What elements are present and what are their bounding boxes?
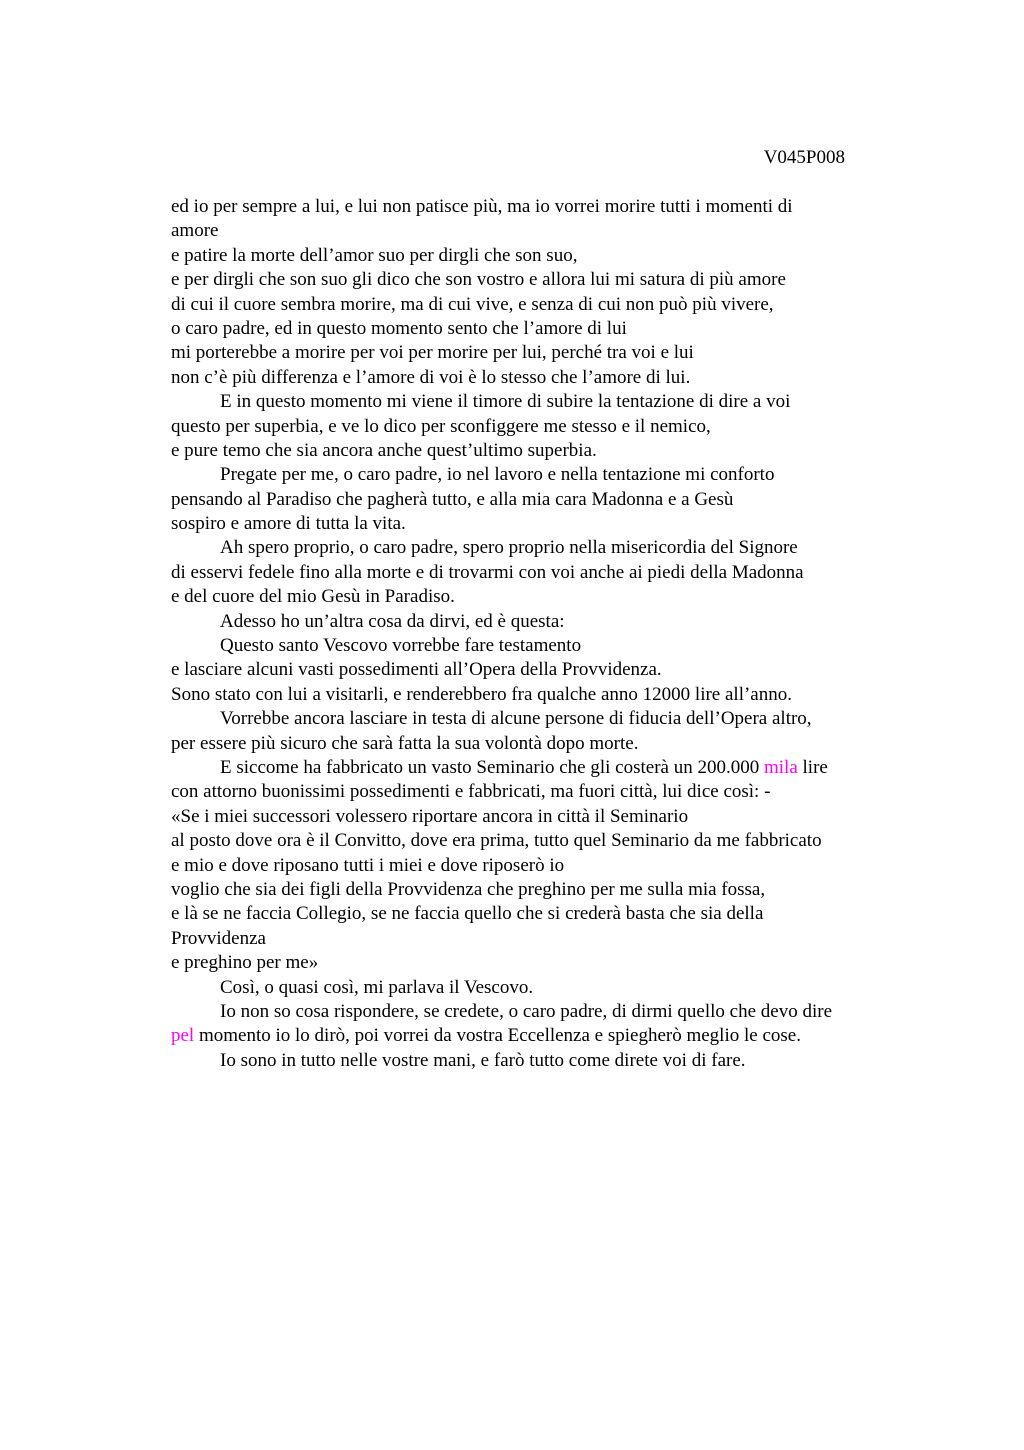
text-line: e preghino per me» xyxy=(171,952,319,974)
text-line: E in questo momento mi viene il timore di subire la tentazione di dire a voi xyxy=(220,391,791,413)
text-line: Pregate per me, o caro padre, io nel lavoro e nella tentazione mi conforto xyxy=(220,464,775,486)
text-line xyxy=(171,756,887,780)
text-line: di cui il cuore sembra morire, ma di cui vive, e senza di cui non può più vivere, xyxy=(171,293,774,315)
text-line: per essere più sicuro che sarà fatta la sua volontà dopo morte. xyxy=(171,732,639,754)
text-line: Ah spero proprio, o caro padre, spero proprio nella misericordia del Signore xyxy=(220,537,798,559)
text-line: questo per superbia, e ve lo dico per sconfiggere me stesso e il nemico, xyxy=(171,415,711,437)
text-line: pensando al Paradiso che pagherà tutto, e alla mia cara Madonna e a Gesù xyxy=(171,488,734,510)
page-id: V045P008 xyxy=(763,147,845,168)
text-line: al posto dove ora è il Convitto, dove era prima, tutto quel Seminario da me fabbricato xyxy=(171,830,822,852)
text-line: Così, o quasi così, mi parlava il Vescovo. xyxy=(220,976,534,998)
letter-body xyxy=(171,195,887,1073)
text-line: «Se i miei successori volessero riportare ancora in città il Seminario xyxy=(171,805,689,827)
text-line: e del cuore del mio Gesù in Paradiso. xyxy=(171,586,455,608)
text-line: Io non so cosa rispondere, se credete, o caro padre, di dirmi quello che devo dire xyxy=(220,1000,832,1022)
text-segment: momento io lo dirò, poi vorrei da vostra Eccellenza e spiegherò meglio le cose. xyxy=(194,1025,801,1047)
text-line: Io sono in tutto nelle vostre mani, e farò tutto come direte voi di fare. xyxy=(220,1049,746,1071)
text-line: e mio e dove riposano tutti i miei e dove riposerò io xyxy=(171,854,565,876)
highlighted-word: pel xyxy=(171,1025,195,1047)
text-line: Questo santo Vescovo vorrebbe fare testamento xyxy=(220,635,582,657)
text-line: sospiro e amore di tutta la vita. xyxy=(171,513,406,535)
text-line: Sono stato con lui a visitarli, e renderebbero fra qualche anno 12000 lire all’anno. xyxy=(171,683,792,705)
text-line: o caro padre, ed in questo momento sento che l’amore di lui xyxy=(171,317,627,339)
text-line: e là se ne faccia Collegio, se ne faccia quello che si crederà basta che sia della xyxy=(171,903,764,925)
text-line: con attorno buonissimi possedimenti e fabbricati, ma fuori città, lui dice così: - xyxy=(171,781,771,803)
text-line: e pure temo che sia ancora anche quest’ultimo superbia. xyxy=(171,439,597,461)
text-line: e patire la morte dell’amor suo per dirgli che son suo, xyxy=(171,244,578,266)
text-segment: E siccome ha fabbricato un vasto Seminario che gli costerà un 200.000 xyxy=(220,756,764,778)
text-line: mi porterebbe a morire per voi per morire per lui, perché tra voi e lui xyxy=(171,342,694,364)
text-line: Adesso ho un’altra cosa da dirvi, ed è questa: xyxy=(220,610,565,632)
text-line xyxy=(171,1024,887,1048)
text-segment: lire xyxy=(797,756,828,778)
highlighted-word: mila xyxy=(763,756,798,778)
text-line: non c’è più differenza e l’amore di voi è lo stesso che l’amore di lui. xyxy=(171,366,691,388)
text-line: ed io per sempre a lui, e lui non patisce più, ma io vorrei morire tutti i momenti di xyxy=(171,196,793,217)
text-line: Vorrebbe ancora lasciare in testa di alcune persone di fiducia dell’Opera altro, xyxy=(220,708,812,730)
text-line: e lasciare alcuni vasti possedimenti all’Opera della Provvidenza. xyxy=(171,659,662,681)
text-line: amore xyxy=(171,220,219,242)
text-line: Provvidenza xyxy=(171,927,266,949)
text-line: voglio che sia dei figli della Provvidenza che preghino per me sulla mia fossa, xyxy=(171,878,766,900)
text-line: e per dirgli che son suo gli dico che son vostro e allora lui mi satura di più amore xyxy=(171,269,786,291)
text-line: di esservi fedele fino alla morte e di trovarmi con voi anche ai piedi della Madonna xyxy=(171,561,804,583)
